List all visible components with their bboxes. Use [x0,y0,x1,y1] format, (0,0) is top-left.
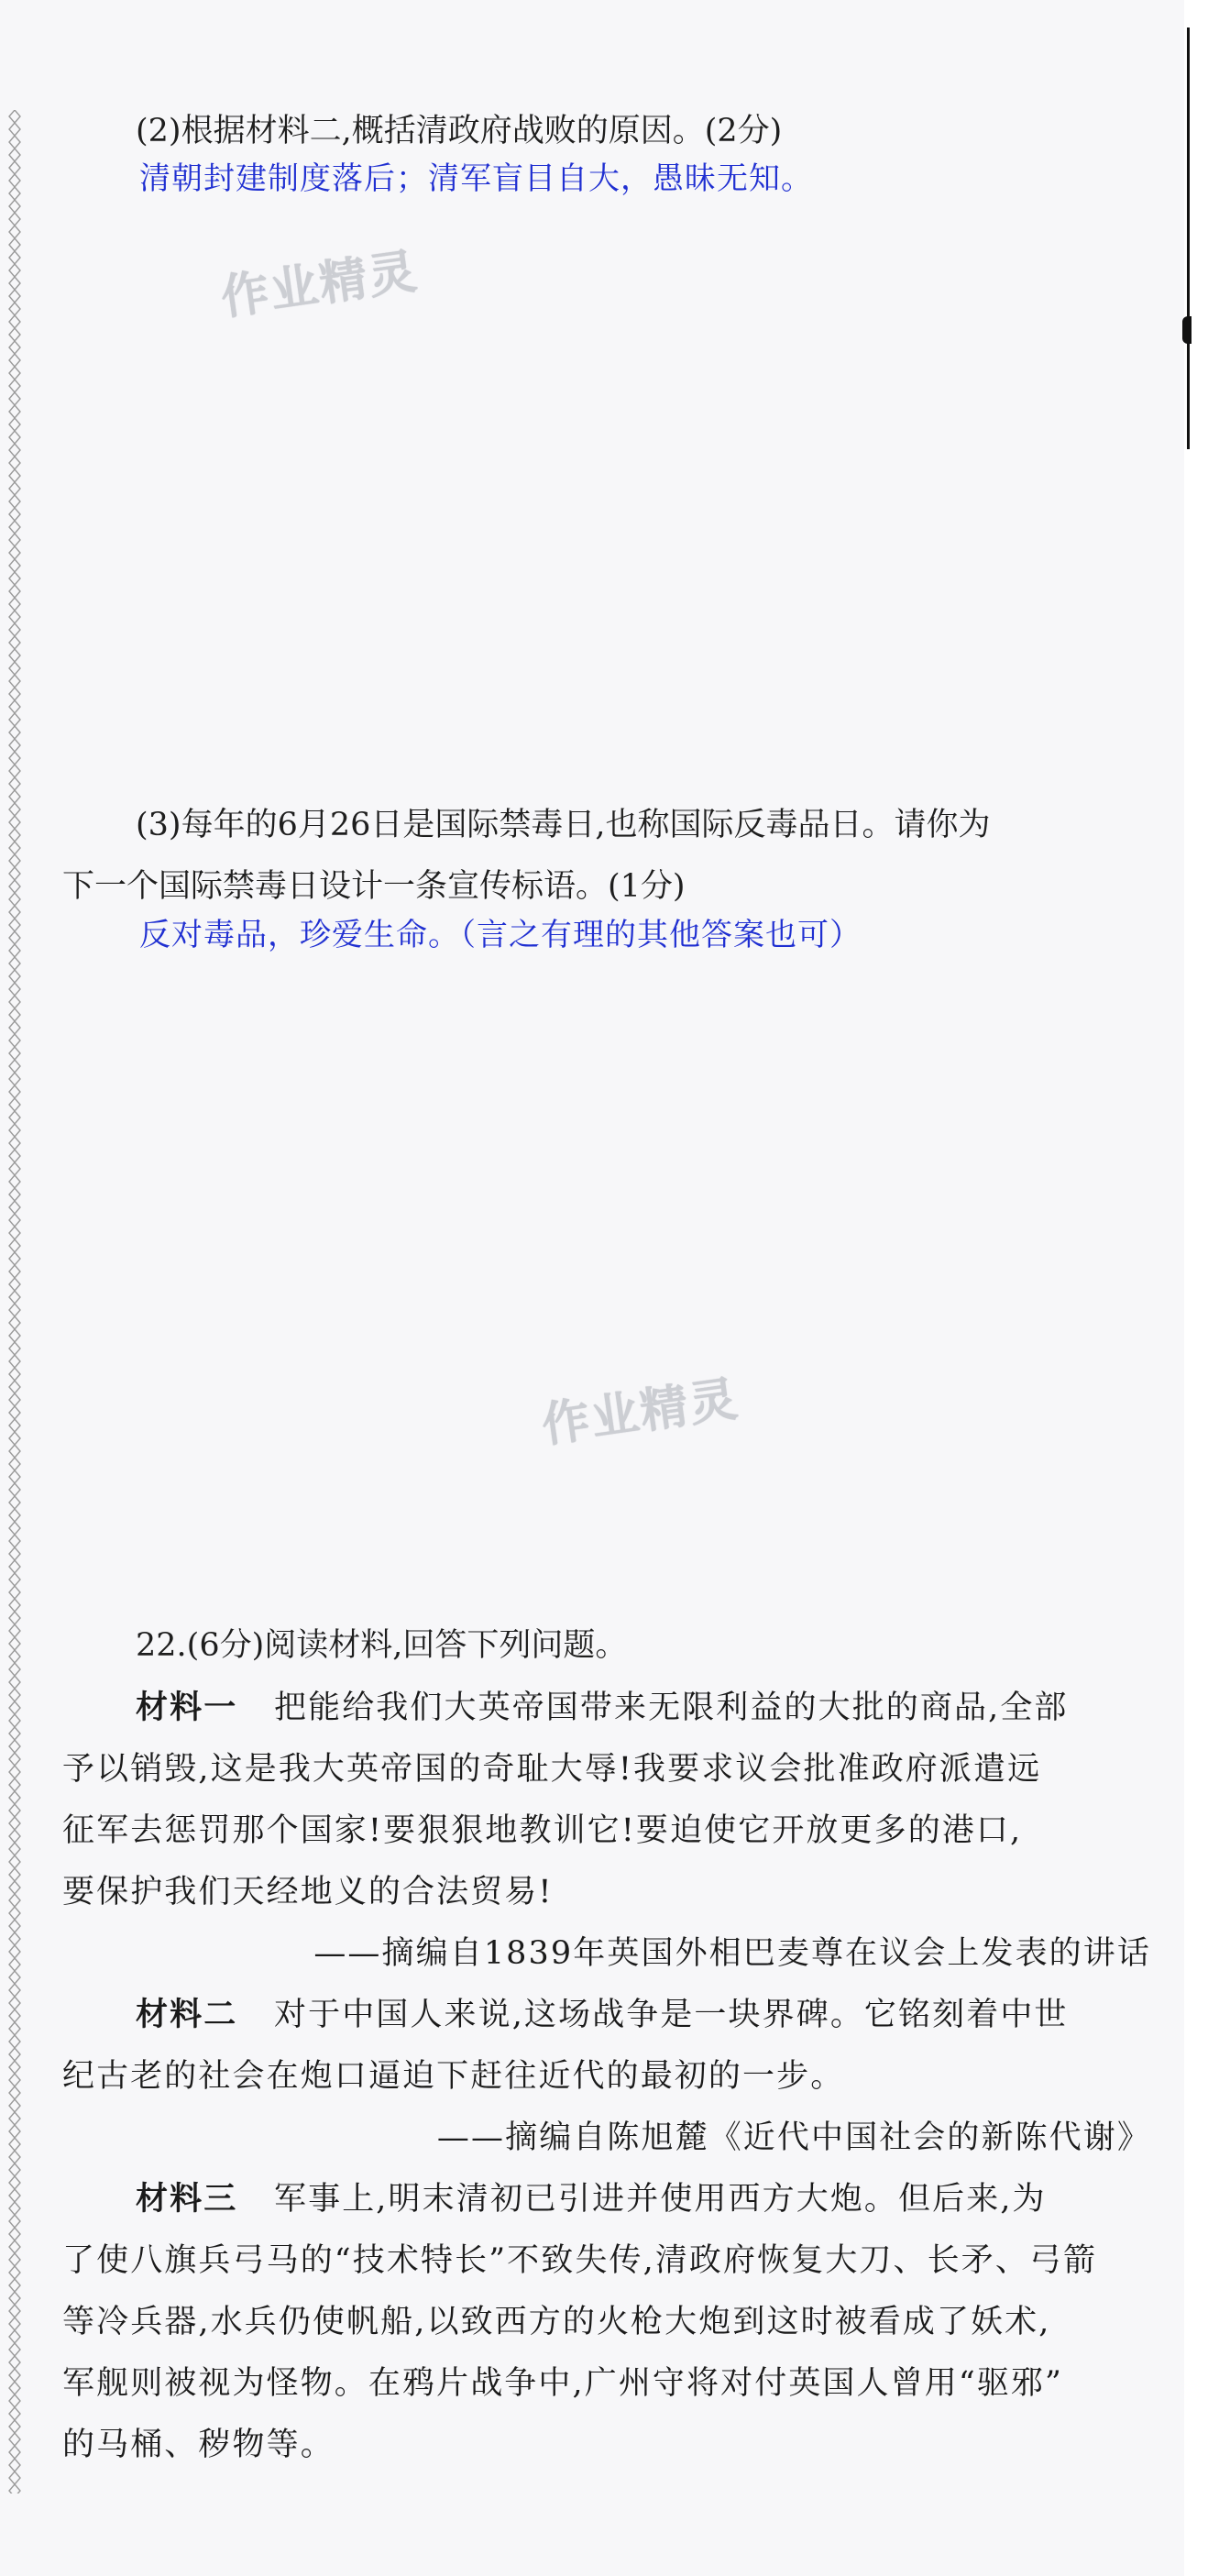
page-edge-line [1187,28,1190,449]
binding-stitch-border [7,110,22,2493]
material2-line1 [136,1992,1069,2038]
material1-line4: 要保护我们天经地义的合法贸易! [62,1874,554,1910]
material3-label: 材料三 [136,2181,238,2218]
material1-label: 材料一 [136,1690,238,1726]
q22-header: 22.(6分)阅读材料,回答下列问题。 [136,1627,628,1664]
material1-text: 把能给我们大英帝国带来无限利益的大批的商品,全部 [274,1690,1069,1726]
material1-line2: 予以销毁,这是我大英帝国的奇耻大辱!我要求议会批准政府派遣远 [62,1751,1042,1788]
material2-text: 对于中国人来说,这场战争是一块界碑。它铭刻着中世 [274,1997,1069,2033]
material1-line3: 征军去惩罚那个国家!要狠狠地教训它!要迫使它开放更多的港口, [62,1812,1023,1849]
material1-source: ——摘编自1839年英国外相巴麦尊在议会上发表的讲话 [313,1935,1151,1972]
material3-line5: 的马桶、秽物等。 [62,2427,335,2463]
q21-part3-question-line1: (3)每年的6月26日是国际禁毒日,也称国际反毒品日。请你为 [136,807,991,843]
material3-line2: 了使八旗兵弓马的“技术特长”不致失传,清政府恢复大刀、长矛、弓箭 [62,2242,1098,2279]
watermark-logo: 作业精灵 [538,1371,742,1454]
material2-line2: 纪古老的社会在炮口逼迫下赶往近代的最初的一步。 [62,2058,845,2095]
material2-source: ——摘编自陈旭麓《近代中国社会的新陈代谢》 [436,2119,1151,2156]
q21-part2-question: (2)根据材料二,概括清政府战败的原因。(2分) [136,113,783,149]
q21-part3-answer: 反对毒品，珍爱生命。（言之有理的其他答案也可） [139,917,862,953]
q21-part2-answer: 清朝封建制度落后；清军盲目自大，愚昧无知。 [139,160,813,197]
q21-part3-question-line2: 下一个国际禁毒日设计一条宣传标语。(1分) [62,868,686,905]
material3-line3: 等冷兵器,水兵仍使帆船,以致西方的火枪大炮到这时被看成了妖术, [62,2304,1051,2340]
material3-text: 军事上,明末清初已引进并使用西方大炮。但后来,为 [274,2181,1047,2218]
page-edge-mark [1182,316,1192,344]
material2-label: 材料二 [136,1997,238,2033]
watermark-logo: 作业精灵 [217,244,422,326]
material3-line1 [136,2176,1047,2222]
material3-line4: 军舰则被视为怪物。在鸦片战争中,广州守将对付英国人曾用“驱邪” [62,2365,1064,2402]
material1-line1 [136,1685,1069,1731]
